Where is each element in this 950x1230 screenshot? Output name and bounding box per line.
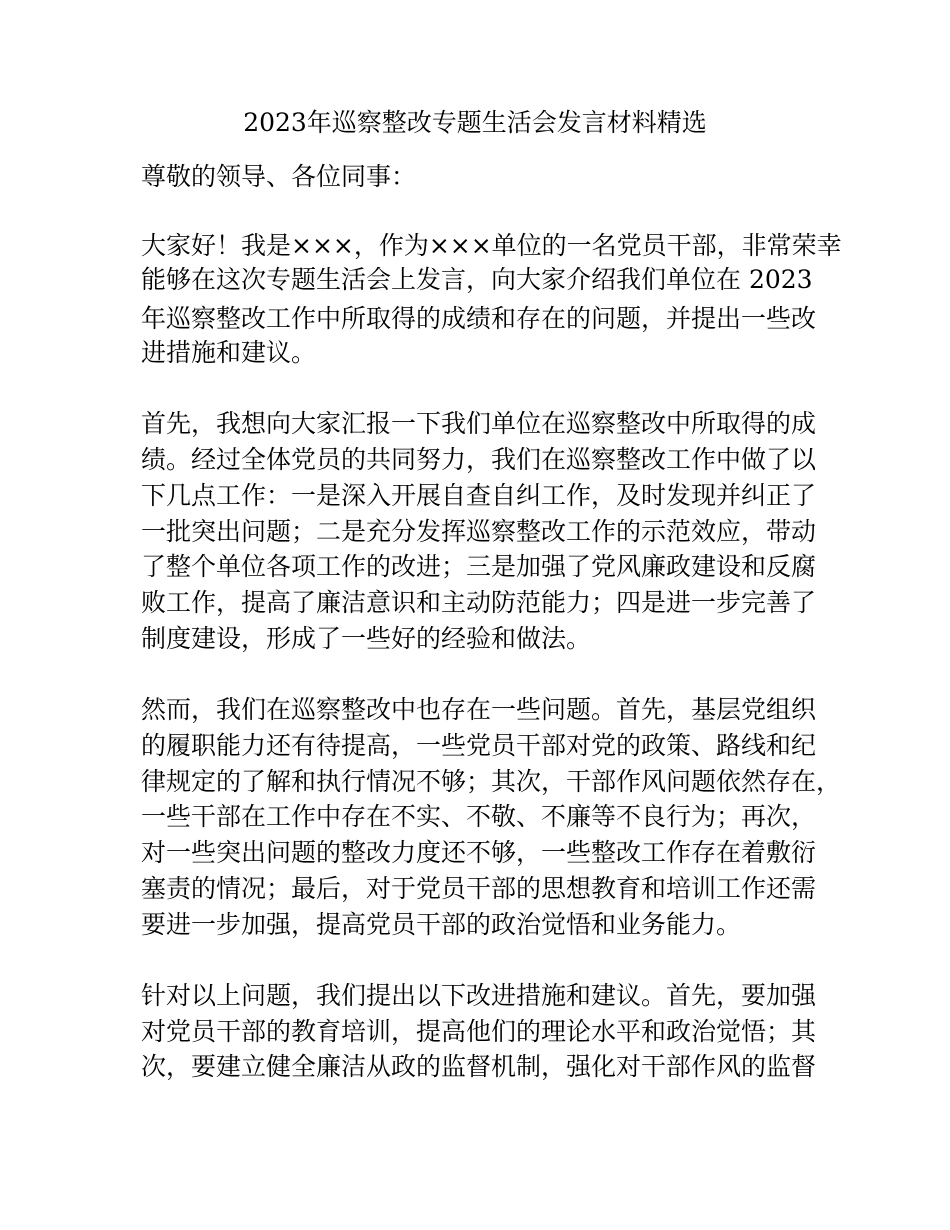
paragraph-3-line-2: 的履职能力还有待提高，一些党员干部对党的政策、路线和纪 bbox=[141, 731, 817, 760]
greeting-line: 尊敬的领导、各位同事： bbox=[141, 162, 417, 191]
paragraph-3-line-4: 一些干部在工作中存在不实、不敬、不廉等不良行为；再次， bbox=[141, 802, 817, 831]
paragraph-4-line-3: 次，要建立健全廉洁从政的监督机制，强化对干部作风的监督 bbox=[141, 1052, 817, 1081]
paragraph-3-line-3: 律规定的了解和执行情况不够；其次，干部作风问题依然存在， bbox=[141, 767, 842, 796]
paragraph-2-line-7: 制度建设，形成了一些好的经验和做法。 bbox=[141, 624, 592, 653]
paragraph-1-line-4: 进措施和建议。 bbox=[141, 338, 317, 367]
paragraph-4-line-2: 对党员干部的教育培训，提高他们的理论水平和政治觉悟；其 bbox=[141, 1017, 817, 1046]
paragraph-2-line-5: 了整个单位各项工作的改进；三是加强了党风廉政建设和反腐 bbox=[141, 552, 817, 581]
paragraph-2-line-4: 一批突出问题；二是充分发挥巡察整改工作的示范效应，带动 bbox=[141, 517, 817, 546]
document-title: 2023年巡察整改专题生活会发言材料精选 bbox=[243, 108, 707, 137]
paragraph-3-line-1: 然而，我们在巡察整改中也存在一些问题。首先，基层党组织 bbox=[141, 695, 817, 724]
paragraph-3-line-6: 塞责的情况；最后，对于党员干部的思想教育和培训工作还需 bbox=[141, 874, 817, 903]
paragraph-1-line-2: 能够在这次专题生活会上发言，向大家介绍我们单位在 2023 bbox=[141, 265, 813, 294]
paragraph-3-line-5: 对一些突出问题的整改力度还不够，一些整改工作存在着敷衍 bbox=[141, 838, 817, 867]
paragraph-3-line-7: 要进一步加强，提高党员干部的政治觉悟和业务能力。 bbox=[141, 910, 742, 939]
paragraph-2-line-1: 首先，我想向大家汇报一下我们单位在巡察整改中所取得的成 bbox=[141, 409, 817, 438]
paragraph-2-line-2: 绩。经过全体党员的共同努力，我们在巡察整改工作中做了以 bbox=[141, 445, 817, 474]
paragraph-4-line-1: 针对以上问题，我们提出以下改进措施和建议。首先，要加强 bbox=[141, 981, 817, 1010]
paragraph-1-line-3: 年巡察整改工作中所取得的成绩和存在的问题，并提出一些改 bbox=[141, 304, 817, 333]
paragraph-1-line-1: 大家好！我是×××，作为×××单位的一名党员干部，非常荣幸 bbox=[141, 231, 842, 260]
paragraph-2-line-6: 败工作，提高了廉洁意识和主动防范能力；四是进一步完善了 bbox=[141, 588, 817, 617]
paragraph-2-line-3: 下几点工作：一是深入开展自查自纠工作，及时发现并纠正了 bbox=[141, 481, 817, 510]
